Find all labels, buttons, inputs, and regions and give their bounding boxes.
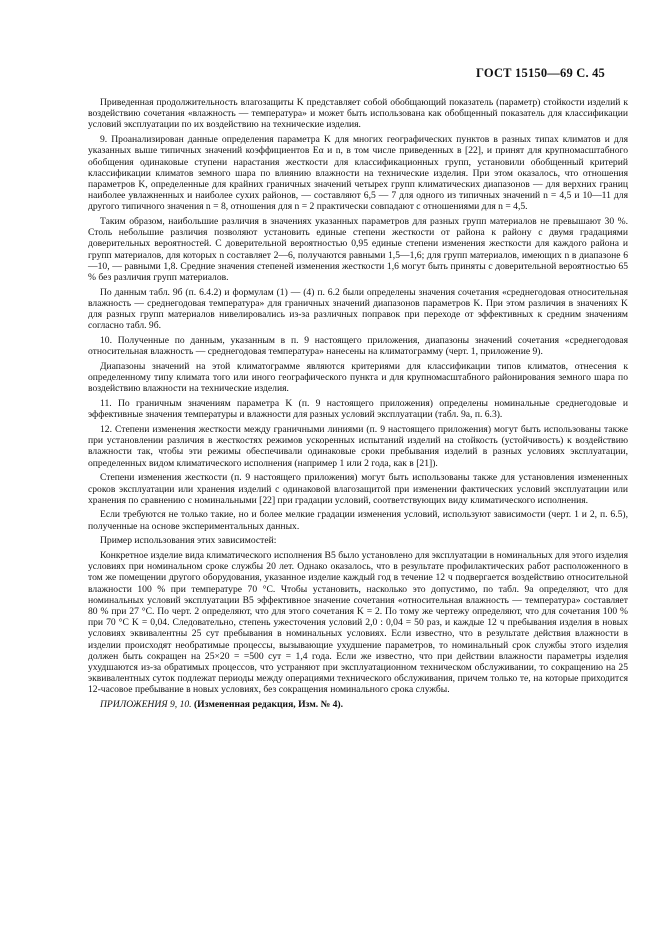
appendix-label: ПРИЛОЖЕНИЯ 9, 10. — [100, 699, 192, 711]
paragraph: 11. По граничным значениям параметра K (п. 9 настоящего приложения) определены номинальные среднегодовые и эффективные значения температуры и влажности для разных условий эксплуатации (табл. 9а, п. 6.3). — [88, 398, 628, 421]
paragraph: 9. Проанализирован данные определения параметра K для многих географических пунктов в разных типах климатов и для указанных выше типичных значений коэффициентов Eα и n, в том числе приведенных в [22], и принят для крупномасштабного обобщения одинаковые ступени нарастания жесткости для классификационных групп, установили обобщенный критерий классификации климатов земного шара по влиянию влажности на технические изделия. При этом оказалось, что отношения параметров K, определенные для крайних граничных значений четырех групп климатических диапазонов — для верхних границ наиболее увлажненных и наиболее сухих районов, — составляют 6,5 — 7 для одного из типичных значений n = 4,5 и 10—11 для другого типичного значения n = 8, отношения для n = 2 практически совпадают с отношениями для n = 4,5. — [88, 134, 628, 213]
document-body — [88, 97, 628, 714]
paragraph: Степени изменения жесткости (п. 9 настоящего приложения) могут быть использованы также для установления измененных сроков эксплуатации или хранения изделий с одинаковой влагозащитой при изменении фактических условий эксплуатации или хранения по сравнению с номинальными [22] при градации условий, соответствующих виду климатического исполнения. — [88, 472, 628, 506]
paragraph: Диапазоны значений на этой климатограмме являются критериями для классификации типов климатов, отнесения к определенному типу климата того или иного географического пункта и для крупномасштабного районирования земного шара по воздействию влажности на технические изделия. — [88, 360, 628, 395]
paragraph: Если требуются не только такие, но и более мелкие градации изменения условий, используют зависимости (черт. 1 и 2, п. 6.5), полученные на основе экспериментальных данных. — [88, 509, 628, 532]
amendment-note: (Измененная редакция, Изм. № 4). — [193, 699, 344, 711]
page-header: ГОСТ 15150—69 С. 45 — [476, 66, 605, 80]
paragraph: Пример использования этих зависимостей: — [100, 535, 277, 547]
paragraph: По данным табл. 9б (п. 6.4.2) и формулам (1) — (4) п. 6.2 были определены значения сочетания «среднегодовая относительная влажность — среднегодовая температура» для граничных значений диапазонов параметров K. При этом различия в значениях K для разных групп материалов нивелировались из-за различных поправок при переходе от эффективных к средним значениям согласно табл. 9б. — [88, 286, 628, 332]
paragraph: 12. Степени изменения жесткости между граничными линиями (п. 9 настоящего приложения) могут быть использованы также при установлении различия в жесткостях режимов ускоренных испытаний изделий на стойкость (устойчивость) к воздействию влажности так, чтобы эти режимы обеспечивали одинаковые сроки пребывания изделий в разных условиях эксплуатации, определенных видом климатического исполнения (например 1 или 2 года, как в [21]). — [88, 423, 628, 469]
paragraph: 10. Полученные по данным, указанным в п. 9 настоящего приложения, диапазоны значений сочетания «среднегодовая относительная влажность — среднегодовая температура» нанесены на климатограмму (черт. 1, приложение 9). — [88, 335, 628, 358]
appendix-footer — [88, 699, 628, 710]
paragraph: Приведенная продолжительность влагозащиты K представляет собой обобщающий показатель (параметр) стойкости изделий к воздействию сочетания «влажность — температура» и может быть использована как обобщенный показатель для классификации условий эксплуатации по их воздействию на технические изделия. — [88, 97, 628, 131]
paragraph: Таким образом, наибольшие различия в значениях указанных параметров для разных групп материалов не превышают 30 %. Столь небольшие различия позволяют установить единые степени жесткости от района к району с двумя градациями доверительных вероятностей. С доверительной вероятностью 0,95 единые степени изменения жесткости для каждого района и групп материалов, для которых n составляет 2—6, получаются равными 1,5—1,6; для групп материалов, имеющих n в диапазоне 6—10, — равными 1,8. Средние значения степеней изменения жесткости 1,6 могут быть приняты с доверительной вероятностью 65 % без различия групп материалов. — [88, 216, 628, 284]
paragraph: Конкретное изделие вида климатического исполнения В5 было установлено для эксплуатации в номинальных для этого изделия условиях при номинальном сроке службы 20 лет. Однако оказалось, что в результате профилактических работ расположенного в том же помещении другого оборудования, указанное изделие каждый год в течение 12 ч подвергается воздействию относительной влажности 100 % при температуре 70 °С. Чтобы установить, насколько это допустимо, по табл. 9а определяют, что для номинальных условий эксплуатации В5 эффективное значение сочетания «относительная влажность — температура» составляет 80 % при 27 °С. По черт. 2 определяют, что для этого сочетания K = 2. По тому же чертежу определяют, что для сочетания 100 % при 70 °С K = 0,04. Следовательно, степень ужесточения условий 2,0 : 0,04 = 50 раз, и каждые 12 ч пребывания изделия в новых условиях эквивалентны 25 сут пребывания в номинальных условиях. Если известно, что в результате действия влажности в изделии происходят необратимые процессы, вызывающие ухудшение параметров, то номинальный срок службы этого изделия должен быть сокращен на 25×20 = =500 сут = 1,4 года. Если же известно, что при действии влажности параметры изделия ухудшаются из-за обратимых процессов, что устраняют при эксплуатационном техническом обслуживании, то сокращению на 25 эквивалентных суток подлежат периоды между операциями технического обслуживания, причем только те, на которые приходится 12-часовое пребывание в новых условиях, без сокращения номинального срока службы. — [88, 550, 628, 696]
